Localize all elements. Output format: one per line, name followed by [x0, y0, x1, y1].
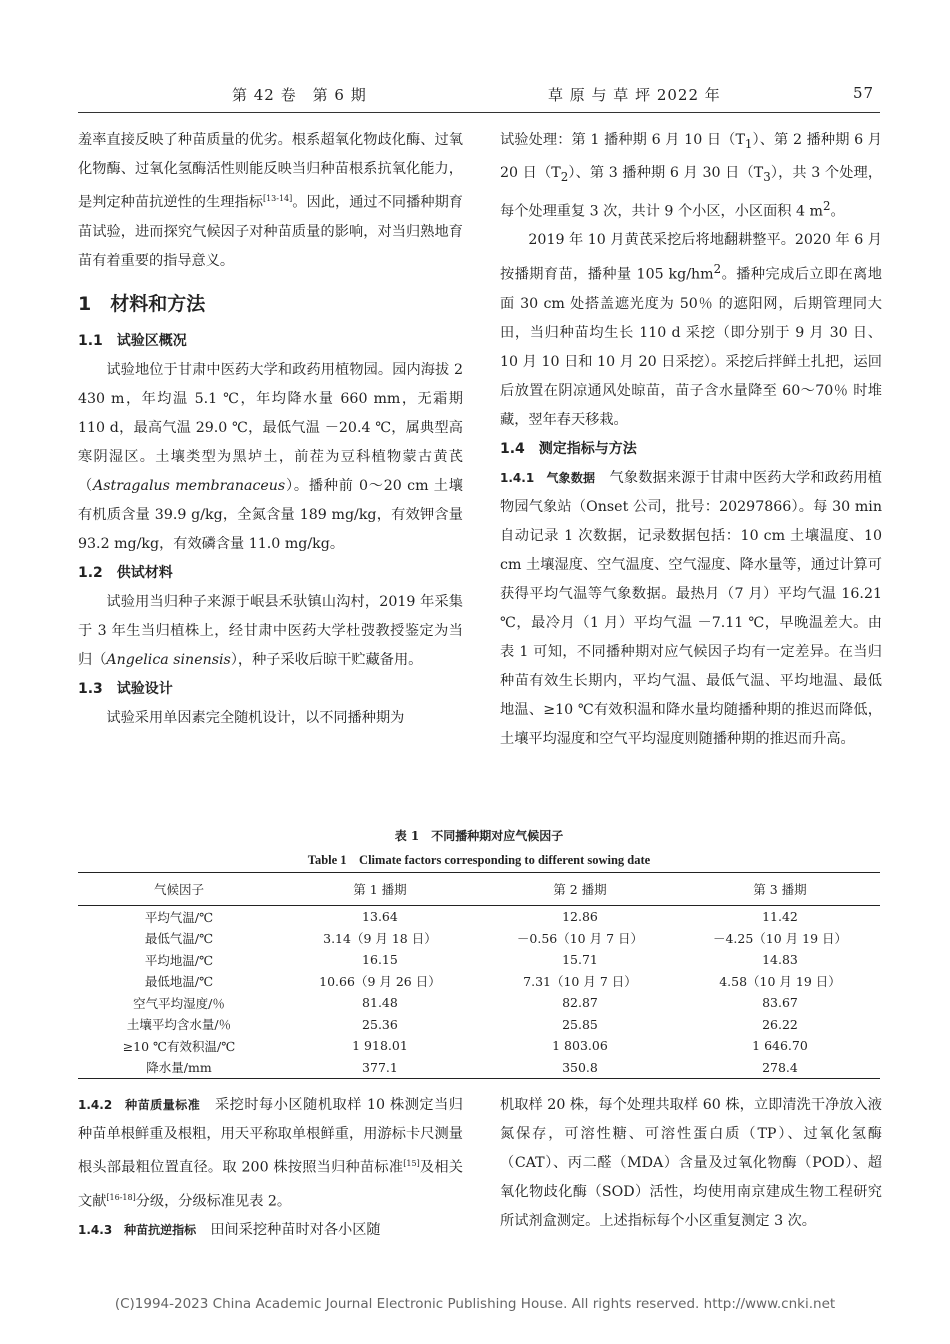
table-cell: 25.85 — [562, 1016, 598, 1032]
table-cell: 空气平均湿度/％ — [133, 995, 225, 1011]
table-cell: 26.22 — [762, 1016, 798, 1032]
climate-table — [78, 872, 880, 1079]
paragraph: 1.4.2 种苗质量标准 采挖时每小区随机取样 10 株测定当归种苗单根鲜重及根粗，用天平称取单根鲜重，用游标卡尺测量根头部最粗位置直径。取 200 株按照当归种苗标准[15]及相关文献[16-18]分级，分级标准见表 2。 — [78, 1097, 463, 1210]
table-cell: －0.56（10 月 7 日） — [516, 931, 644, 947]
citation: [13-14] — [262, 194, 293, 203]
subsection-heading: 1.2 供试材料 — [78, 564, 173, 581]
column-header: 第 2 播期 — [480, 873, 680, 906]
header-rule — [78, 112, 880, 113]
table-cell: 4.58（10 月 19 日） — [719, 974, 841, 990]
table-cell: 13.64 — [362, 909, 398, 925]
table-cell: 350.8 — [480, 1057, 680, 1079]
header-journal: 草 原 与 草 坪 2022 年 — [548, 86, 721, 104]
column-header: 气候因子 — [78, 873, 280, 906]
table-cell: 降水量/mm — [78, 1057, 280, 1079]
table-cell: 7.31（10 月 7 日） — [523, 974, 637, 990]
column-header: 第 3 播期 — [680, 873, 880, 906]
paragraph: 1.4.1 气象数据 气象数据来源于甘肃中医药大学和政药用植物园气象站（Onset 公司，批号：20297866）。每 30 min 自动记录 1 次数据，记录数据包括：10 cm 土壤温度、10 cm 土壤湿度、空气温度、空气湿度、降水量等，通过计算可获得平均气温等气象数据。最热月（7 月）平均气温 16.21 ℃，最冷月（1 月）平均气温 －7.11 ℃，早晚温差大。由表 1 可知，不同播种期对应气候因子均有一定差异。在当归种苗有效生长期内，平均气温、最低气温、平均地温、最低地温、≥10 ℃有效积温和降水量均随播种期的推迟而降低，土壤平均湿度和空气平均湿度则随播种期的推迟而升高。 — [500, 470, 882, 748]
table-row — [78, 906, 880, 928]
table-caption-cn: 表 1 不同播种期对应气候因子 — [394, 829, 564, 843]
header-page-number: 57 — [853, 84, 875, 102]
paragraph: 试验用当归种子来源于岷县禾驮镇山沟村，2019 年采集于 3 年生当归植株上，经甘肃中医药大学杜弢教授鉴定为当归（Angelica sinensis），种子采收后晾干贮藏备用。 — [78, 593, 463, 668]
table-cell: 14.83 — [762, 952, 798, 968]
table-cell: 83.67 — [762, 995, 798, 1011]
subsection-heading: 1.3 试验设计 — [78, 680, 173, 697]
table-cell: 377.1 — [280, 1057, 480, 1079]
table-cell: 278.4 — [680, 1057, 880, 1079]
subsection-heading: 1.4 测定指标与方法 — [500, 441, 637, 458]
table-row — [78, 1035, 880, 1057]
table-cell: 最低地温/℃ — [144, 974, 214, 990]
table-cell: 3.14（9 月 18 日） — [323, 931, 437, 947]
left-column — [78, 126, 463, 733]
table-caption-en: Table 1 Climate factors corresponding to different sowing date — [307, 853, 651, 867]
table-cell: 最低气温/℃ — [144, 931, 214, 947]
table-cell: 81.48 — [362, 995, 398, 1011]
table-row — [78, 928, 880, 950]
table-cell: 16.15 — [362, 952, 398, 968]
intro-paragraph: 羞率直接反映了种苗质量的优劣。根系超氧化物歧化酶、过氧化物酶、过氧化氢酶活性则能反映当归种苗根系抗氧化能力，是判定种苗抗逆性的生理指标[13-14]。因此，通过不同播种期育苗试验，进而探究气候因子对种苗质量的影响，对当归熟地育苗有着重要的指导意义。 — [78, 132, 463, 269]
table-cell: 土壤平均含水量/％ — [126, 1017, 232, 1033]
paragraph: 试验处理：第 1 播种期 6 月 10 日$(T_1)$、第 2 播种期 6 月 20 日$(T_2)$、第 3 播种期 6 月 30 日$(T_3)$，共 3 个处理，每个处理重复 3 次，共计 9 个小区，小区面积 4 $m^2$。 — [500, 132, 883, 220]
table-cell: 10.66（9 月 26 日） — [319, 974, 441, 990]
table-cell: 82.87 — [562, 995, 598, 1011]
table-row — [78, 1014, 880, 1036]
table-cell: 1 803.06 — [552, 1038, 608, 1054]
paragraph: 试验地位于甘肃中医药大学和政药用植物园。园内海拔 2 430 m，年均温 5.1 ℃，年均降水量 660 mm，无霜期 110 d，最高气温 29.0 ℃，最低气温 －20.4 ℃，属典型高寒阴湿区。土壤类型为黑垆土，前茬为豆科植物蒙古黄芪（Astragalus membranaceus）。播种前 0～20 cm 土壤有机质含量 39.9 g/kg，全氮含量 189 mg/kg，有效钾含量 93.2 mg/kg，有效磷含量 11.0 mg/kg。 — [78, 361, 463, 552]
bottom-left-column — [78, 1091, 463, 1245]
table-cell: 1 646.70 — [752, 1038, 808, 1054]
table-cell: 25.36 — [362, 1016, 398, 1032]
column-header: 第 1 播期 — [280, 873, 480, 906]
section-heading: 1 材料和方法 — [78, 292, 206, 315]
table-header-row — [78, 873, 880, 906]
paragraph: 机取样 20 株，每个处理共取样 60 株，立即清洗干净放入液氮保存，可溶性糖、可溶性蛋白质（TP）、过氧化氢酶（CAT）、丙二醛（MDA）含量及过氧化物酶（POD）、超氧化物歧化酶（SOD）活性，均使用南京建成生物工程研究所试剂盒测定。上述指标每个小区重复测定 3 次。 — [500, 1097, 882, 1229]
table-cell: ≥10 ℃有效积温/℃ — [122, 1038, 236, 1054]
paragraph: 1.4.3 种苗抗逆指标 田间采挖种苗时对各小区随 — [78, 1222, 381, 1239]
table-cell: 平均气温/℃ — [144, 909, 214, 925]
copyright-footer: (C)1994-2023 China Academic Journal Electronic Publishing House. All rights reserved. http://www.cnki.net — [114, 1296, 836, 1312]
table-cell: 15.71 — [562, 952, 598, 968]
paragraph: 试验采用单因素完全随机设计，以不同播种期为 — [106, 709, 405, 726]
table-cell: 平均地温/℃ — [144, 952, 214, 968]
table-cell: 1 918.01 — [352, 1038, 408, 1054]
header-volume: 第 42 卷 第 6 期 — [232, 86, 367, 104]
table-cell: 12.86 — [562, 909, 598, 925]
table-row — [78, 949, 880, 971]
bottom-right-column — [500, 1091, 882, 1236]
paragraph: 2019 年 10 月黄芪采挖后将地翻耕整平。2020 年 6 月按播期育苗，播种量 105 $kg/hm^2$。播种完成后立即在离地面 30 cm 处搭盖遮光度为 50％ 的遮阳网，后期管理同大田，当归种苗均生长 110 d 采挖（即分别于 9 月 30 日、10 月 10 日和 10 月 20 日采挖）。采挖后拌鲜土扎把，运回后放置在阴凉通风处晾苗，苗子含水量降至 60～70％ 时堆藏，翌年春天移栽。 — [500, 232, 882, 429]
table-row — [78, 992, 880, 1014]
right-column — [500, 126, 882, 754]
table-cell: －4.25（10 月 19 日） — [712, 931, 848, 947]
table-row — [78, 971, 880, 993]
table-row — [78, 1057, 880, 1079]
table-cell: 11.42 — [762, 909, 798, 925]
subsection-heading: 1.1 试验区概况 — [78, 332, 187, 349]
